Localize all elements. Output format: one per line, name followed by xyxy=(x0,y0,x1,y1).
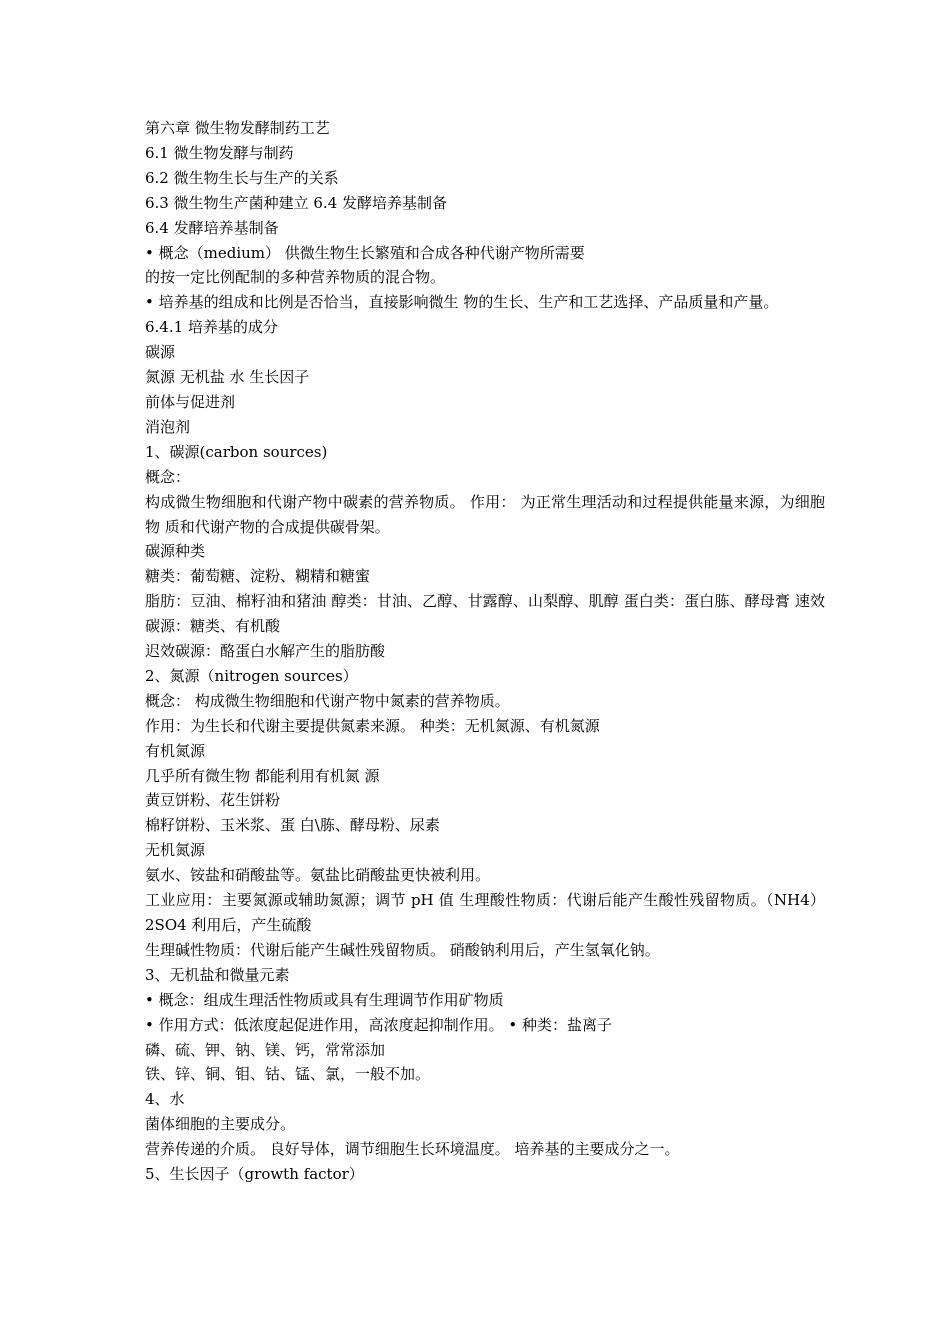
topic-heading: 4、水 xyxy=(145,1090,185,1109)
text-paragraph: 工业应用：主要氮源或辅助氮源；调节 pH 值 生理酸性物质：代谢后能产生酸性残留物质。（NH4）2SO4 利用后，产生硫酸 xyxy=(145,891,825,934)
text-line: 有机氮源 xyxy=(145,741,206,760)
topic-heading: 2、氮源（nitrogen sources） xyxy=(145,666,358,685)
bullet-paragraph: • 培养基的组成和比例是否恰当，直接影响微生 物的生长、生产和工艺选择、产品质量和产量。 xyxy=(145,293,779,312)
text-line: 几乎所有微生物 都能利用有机氮 源 xyxy=(145,766,380,785)
bullet-line: • 概念（medium） 供微生物生长繁殖和合成各种代谢产物所需要 xyxy=(145,243,585,262)
text-line: 黄豆饼粉、花生饼粉 xyxy=(145,791,281,810)
text-line: 生理碱性物质：代谢后能产生碱性残留物质。 硝酸钠利用后，产生氢氧化钠。 xyxy=(145,940,660,959)
bullet-line: • 作用方式：低浓度起促进作用，高浓度起抑制作用。 • 种类：盐离子 xyxy=(145,1015,613,1034)
text-line: 消泡剂 xyxy=(145,417,191,436)
text-line: 氨水、铵盐和硝酸盐等。氨盐比硝酸盐更快被利用。 xyxy=(145,866,491,885)
section-heading: 6.3 微生物生产菌种建立 6.4 发酵培养基制备 xyxy=(145,193,448,212)
document-page xyxy=(145,116,825,1187)
topic-heading: 3、无机盐和微量元素 xyxy=(145,965,290,984)
text-line: 迟效碳源：酪蛋白水解产生的脂肪酸 xyxy=(145,642,386,661)
text-line: 无机氮源 xyxy=(145,841,206,860)
text-line: 菌体细胞的主要成分。 xyxy=(145,1115,296,1134)
text-line: 磷、硫、钾、钠、镁、钙，常常添加 xyxy=(145,1040,386,1059)
text-line: 的按一定比例配制的多种营养物质的混合物。 xyxy=(145,268,446,287)
text-line: 营养传递的介质。 良好导体，调节细胞生长环境温度。 培养基的主要成分之一。 xyxy=(145,1140,680,1159)
topic-heading: 1、碳源(carbon sources) xyxy=(145,442,328,461)
text-line: 概念： xyxy=(145,467,191,486)
text-line: 氮源 无机盐 水 生长因子 xyxy=(145,368,310,387)
bullet-line: • 概念：组成生理活性物质或具有生理调节作用矿物质 xyxy=(145,990,504,1009)
topic-heading: 5、生长因子（growth factor） xyxy=(145,1165,364,1184)
section-heading: 6.1 微生物发酵与制药 xyxy=(145,143,294,162)
text-line: 碳源 xyxy=(145,343,176,362)
section-heading: 6.2 微生物生长与生产的关系 xyxy=(145,168,339,187)
subsection-heading: 6.4.1 培养基的成分 xyxy=(145,318,278,337)
text-line: 作用：为生长和代谢主要提供氮素来源。 种类：无机氮源、有机氮源 xyxy=(145,716,600,735)
text-paragraph: 脂肪：豆油、棉籽油和猪油 醇类：甘油、乙醇、甘露醇、山梨醇、肌醇 蛋白类：蛋白胨、酵母膏 速效碳源：糖类、有机酸 xyxy=(145,592,825,636)
text-line: 前体与促进剂 xyxy=(145,392,236,411)
section-heading: 6.4 发酵培养基制备 xyxy=(145,218,279,237)
text-paragraph: 构成微生物细胞和代谢产物中碳素的营养物质。 作用： 为正常生理活动和过程提供能量来源，为细胞物 质和代谢产物的合成提供碳骨架。 xyxy=(145,492,825,536)
text-line: 棉籽饼粉、玉米浆、蛋 白\胨、酵母粉、尿素 xyxy=(145,816,440,835)
text-line: 概念： 构成微生物细胞和代谢产物中氮素的营养物质。 xyxy=(145,691,510,710)
chapter-title: 第六章 微生物发酵制药工艺 xyxy=(145,119,330,137)
text-line: 糖类：葡萄糖、淀粉、糊精和糖蜜 xyxy=(145,567,371,586)
text-line: 碳源种类 xyxy=(145,542,206,561)
text-line: 铁、锌、铜、钼、钴、锰、氯，一般不加。 xyxy=(145,1065,431,1084)
